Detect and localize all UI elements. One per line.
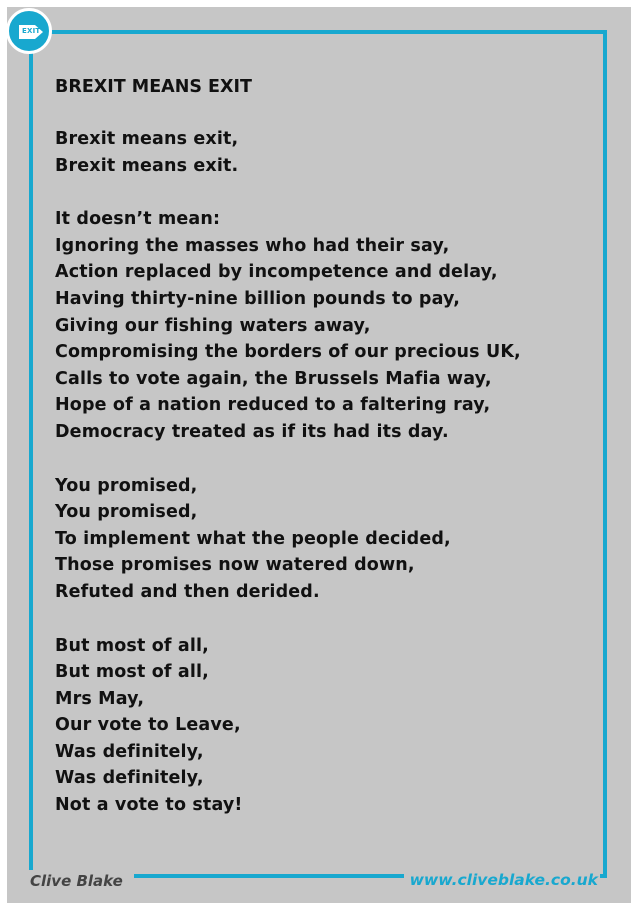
poem-line: You promised,	[55, 475, 198, 496]
poem-line: You promised,	[55, 502, 198, 523]
poem-line: But most of all,	[55, 635, 209, 656]
poem-line: Action replaced by incompetence and delay,	[55, 262, 498, 283]
poem-line: Not a vote to stay!	[55, 795, 243, 816]
stanza-3	[55, 473, 595, 606]
poem-line: It doesn’t mean:	[55, 209, 221, 230]
exit-logo	[6, 8, 52, 54]
poem-line: Our vote to Leave,	[55, 715, 241, 736]
poem-line: Was definitely,	[55, 768, 204, 789]
poem-line: Giving our fishing waters away,	[55, 315, 371, 336]
poem-line: Calls to vote again, the Brussels Mafia way,	[55, 368, 492, 389]
poem-line: But most of all,	[55, 662, 209, 683]
poem-line: Brexit means exit.	[55, 155, 239, 176]
poem-line: Compromising the borders of our precious UK,	[55, 342, 521, 363]
stanza-1	[55, 126, 595, 179]
poem-line: Those promises now watered down,	[55, 555, 415, 576]
poem	[55, 74, 595, 846]
poem-line: Hope of a nation reduced to a faltering ray,	[55, 395, 491, 416]
author-name: Clive Blake	[30, 872, 123, 890]
poem-line: Was definitely,	[55, 741, 204, 762]
poem-title: BREXIT MEANS EXIT	[55, 77, 252, 97]
poem-line: Mrs May,	[55, 688, 145, 709]
stanza-2	[55, 206, 595, 445]
logo-text: EXIT	[22, 27, 41, 35]
poem-line: To implement what the people decided,	[55, 528, 451, 549]
website-link[interactable]: www.cliveblake.co.uk	[409, 871, 598, 889]
poem-line: Brexit means exit,	[55, 129, 239, 149]
stanza-4	[55, 633, 595, 819]
poem-line: Democracy treated as if its had its day.	[55, 421, 449, 442]
poem-line: Having thirty-nine billion pounds to pay,	[55, 288, 461, 309]
poem-line: Refuted and then derided.	[55, 581, 320, 602]
poem-line: Ignoring the masses who had their say,	[55, 235, 450, 256]
